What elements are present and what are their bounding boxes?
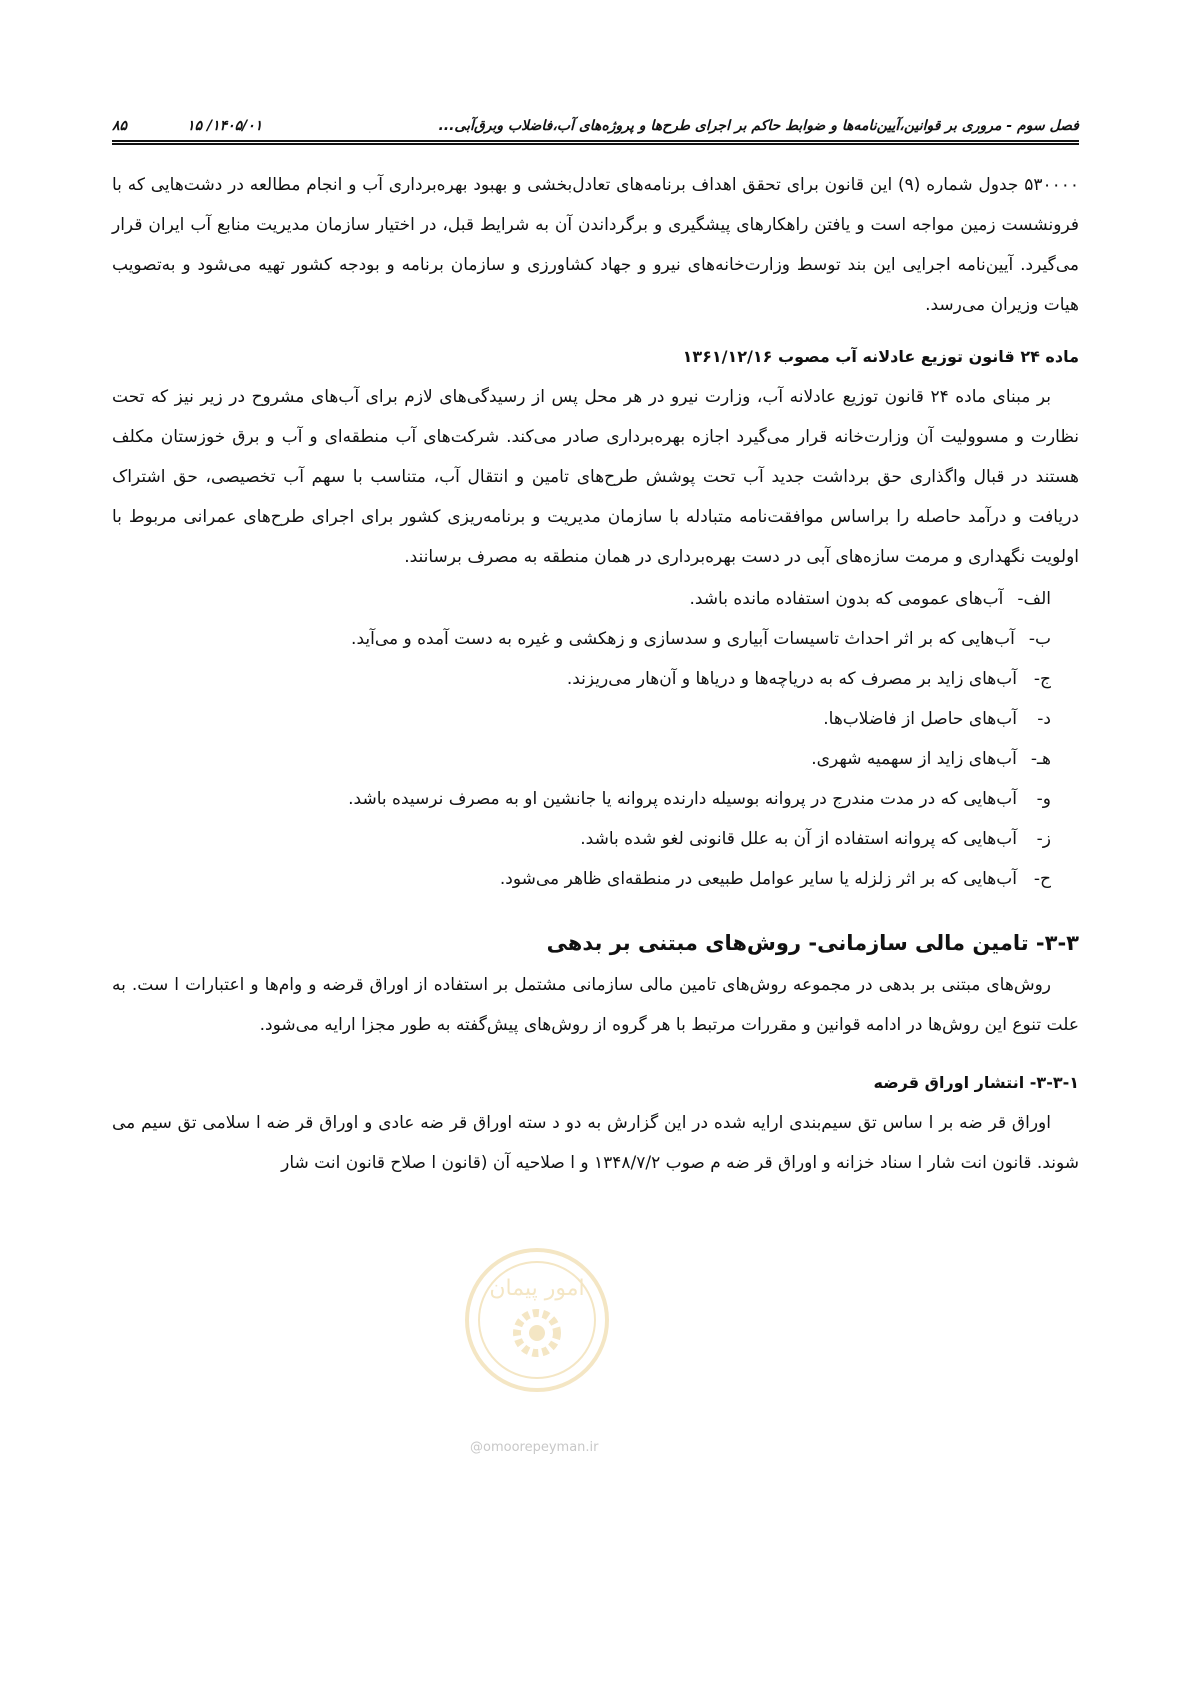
header-date: ۱۴۰۵/۰۱/ ۱۵ (187, 118, 263, 134)
document-page (112, 118, 1079, 1183)
paragraph-4: اوراق قر ضه بر ا ساس تق سیم‌بندی ارایه شده در این گزارش به دو د سته اوراق قر ضه عادی و اوراق قر ضه ا سلامی تق سیم می شوند. قانون انت شار ا سناد خزانه و اوراق قر ضه م صوب ۱۳۴۸/۷/۲ و ا صلاحیه آن (قانون ا صلاح قانون انت شار (112, 1113, 1079, 1173)
list-marker: ح- (1033, 869, 1051, 889)
list-item (112, 579, 1051, 619)
list-text: آب‌های زاید بر مصرف که به دریاچه‌ها و دریاها و آن‌هار می‌ریزند. (566, 669, 1017, 689)
list-marker: ج- (1033, 669, 1051, 689)
list-item (112, 819, 1051, 859)
water-types-list (112, 579, 1079, 899)
list-item (112, 779, 1051, 819)
paragraph-3: روش‌های مبتنی بر بدهی در مجموعه روش‌های تامین مالی سازمانی مشتمل بر استفاده از اوراق قرضه و وام‌ها و اعتبارات ا ست. به علت تنوع این روش‌ها در ادامه قوانین و مقررات مرتبط با هر گروه از روش‌های پیش‌گفته به طور مجزا ارایه می‌شود. (112, 975, 1079, 1035)
page-number: ۸۵ (112, 118, 128, 134)
page-header (112, 118, 1079, 145)
list-text: آب‌هایی که پروانه استفاده از آن به علل قانونی لغو شده باشد. (580, 829, 1017, 849)
list-marker: ب- (1028, 629, 1051, 649)
list-text: آب‌هایی که بر اثر زلزله یا سایر عوامل طبیعی در منطقه‌ای ظاهر می‌شود. (499, 869, 1017, 889)
list-text: آب‌های زاید از سهمیه شهری. (811, 749, 1017, 769)
list-item (112, 619, 1051, 659)
watermark-logo-text: امور پیمان (489, 1276, 585, 1301)
paragraph-2: بر مبنای ماده ۲۴ قانون توزیع عادلانه آب، وزارت نیرو در هر محل پس از رسیدگی‌های لازم برای آب‌های مشروح در زیر نیز که تحت نظارت و مسوولیت آن وزارت‌خانه قرار می‌گیرد اجازه بهره‌برداری صادر می‌کند. شرکت‌های آب منطقه‌ای و آب و برق خوزستان مکلف هستند در قبال واگذاری حق برداشت جدید آب تحت پوشش طرح‌های تامین و انتقال آب، متناسب با سهم آب تخصیصی، حق اشتراک دریافت و درآمد حاصله را براساس موافقت‌نامه متبادله با سازمان مدیریت و برنامه‌ریزی کشور برای اجرای طرح‌های عمرانی مربوط با اولویت نگهداری و مرمت سازه‌های آبی در دست بهره‌برداری در همان منطقه به مصرف برسانند. (112, 387, 1079, 567)
watermark-url: @omoorepeyman.ir (470, 1440, 599, 1455)
list-marker: د- (1037, 709, 1051, 729)
list-text: آب‌های حاصل از فاضلاب‌ها. (823, 709, 1017, 729)
list-item (112, 699, 1051, 739)
section-heading: ۳-۳- تامین مالی سازمانی- روش‌های مبتنی بر بدهی (546, 931, 1079, 955)
list-text: آب‌هایی که در مدت مندرج در پروانه بوسیله دارنده پروانه یا جانشین او به مصرف نرسیده باشد. (348, 789, 1017, 809)
header-meta (112, 118, 262, 134)
list-item (112, 739, 1051, 779)
list-text: آب‌هایی که بر اثر احداث تاسیسات آبیاری و سدسازی و زهکشی و غیره به دست آمده و می‌آید. (351, 629, 1015, 649)
list-marker: ز- (1036, 829, 1051, 849)
chapter-title: فصل سوم - مروری بر قوانین،آیین‌نامه‌ها و ضوابط حاکم بر اجرای طرح‌ها و پروژه‌های آب،فاضلاب وبرق‌آبی... (438, 118, 1079, 134)
list-marker: الف- (1017, 589, 1051, 609)
list-marker: هـ- (1030, 749, 1051, 769)
list-item (112, 859, 1051, 899)
article-heading: ماده ۲۴ قانون توزیع عادلانه آب مصوب ۱۳۶۱/۱۲/۱۶ (682, 347, 1079, 366)
list-marker: و- (1036, 789, 1051, 809)
watermark-logo (462, 1245, 612, 1395)
paragraph-1: ۵۳۰۰۰۰ جدول شماره (۹) این قانون برای تحقق اهداف برنامه‌های تعادل‌بخشی و بهبود بهره‌برداری آب و انجام مطالعه در دشت‌هایی که با فرونشست زمین مواجه است و یافتن راهکارهای پیشگیری و برگرداندن آن به شرایط قبل، در اختیار سازمان مدیریت منابع آب ایران قرار می‌گیرد. آیین‌نامه اجرایی این بند توسط وزارت‌خانه‌های نیرو و جهاد کشاورزی و سازمان برنامه و بودجه کشور تهیه می‌شود و به‌تصویب هیات وزیران می‌رسد. (112, 175, 1079, 315)
list-text: آب‌های عمومی که بدون استفاده مانده باشد. (689, 589, 1004, 609)
list-item (112, 659, 1051, 699)
subsection-heading: ۳-۳-۱- انتشار اوراق قرضه (873, 1073, 1079, 1092)
